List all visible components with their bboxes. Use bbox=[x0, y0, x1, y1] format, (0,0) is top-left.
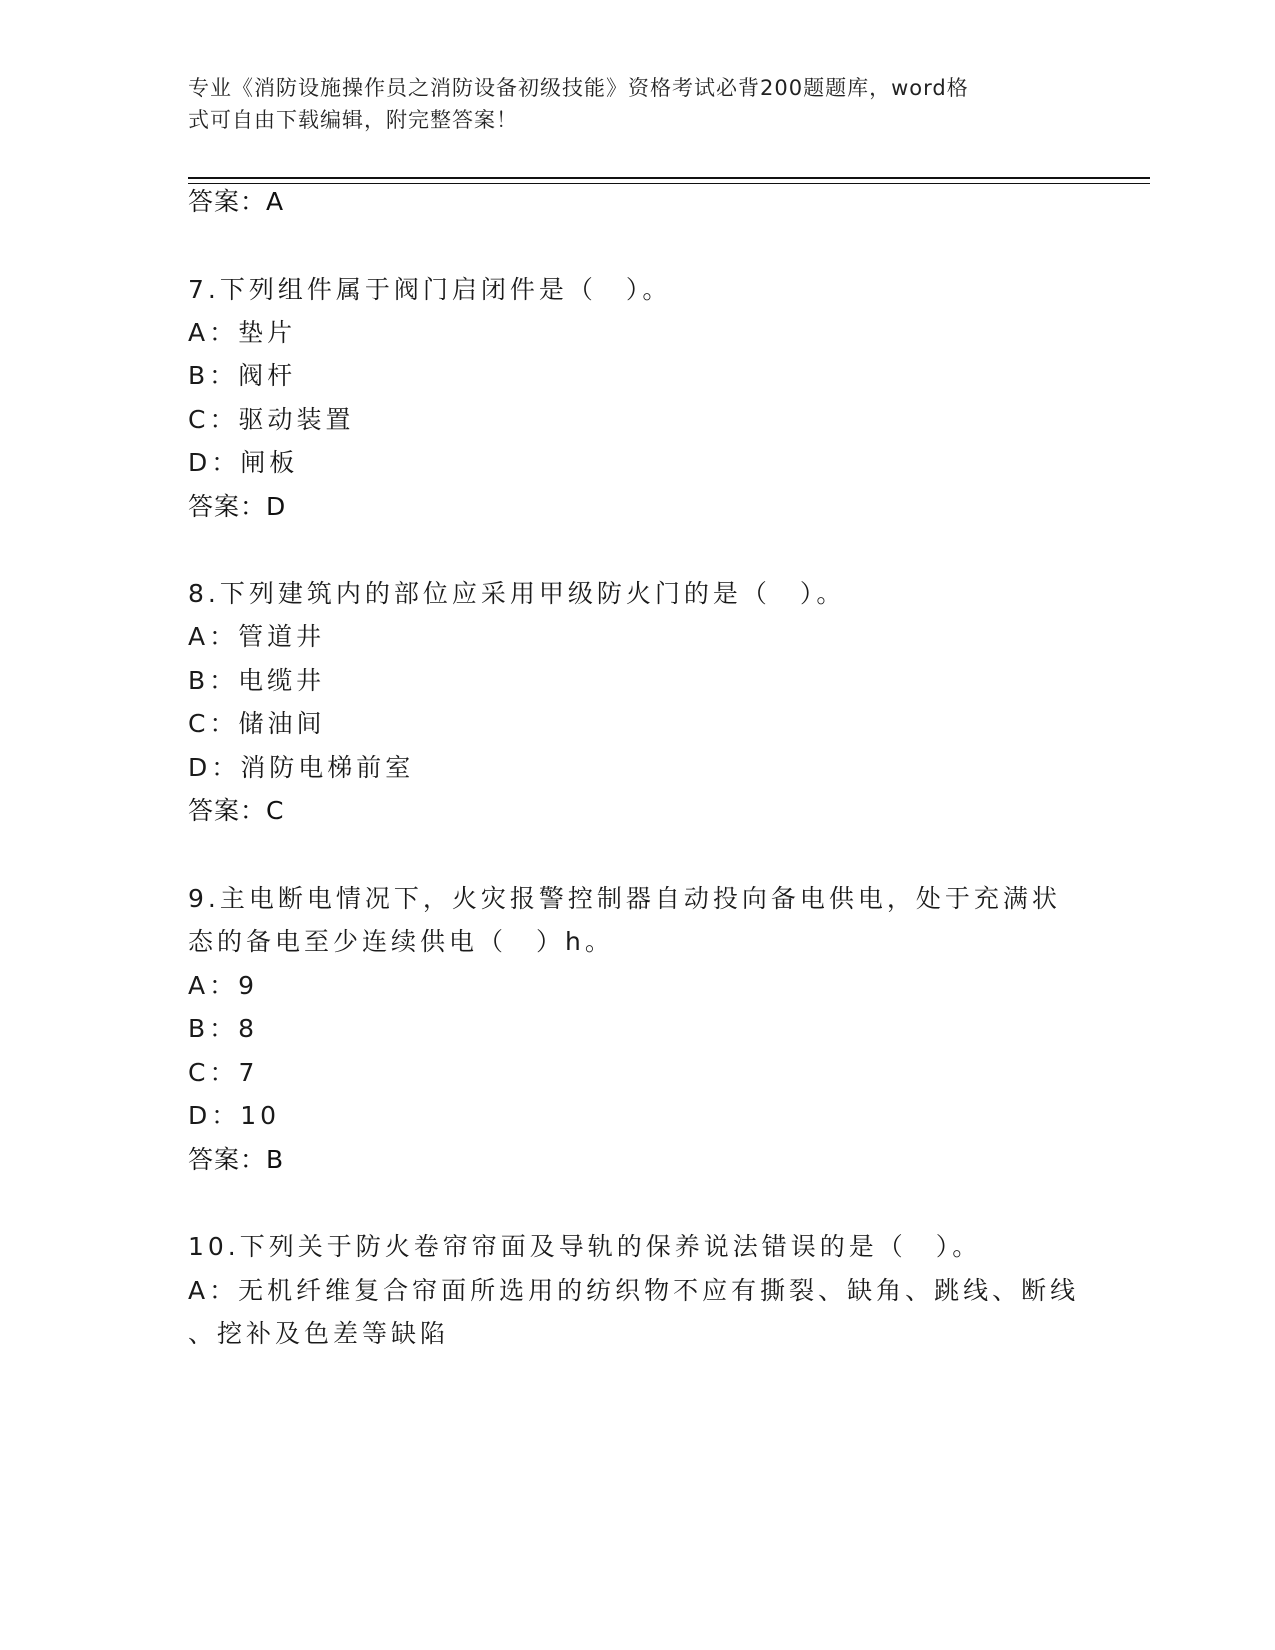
answer-q8: 答案：C bbox=[188, 796, 285, 825]
answer-q7: 答案：D bbox=[188, 492, 287, 521]
q7-option-a: A：垫片 bbox=[188, 318, 297, 347]
q10-option-a-line-2: 、挖补及色差等缺陷 bbox=[188, 1319, 450, 1348]
q7-option-b: B：阀杆 bbox=[188, 361, 297, 390]
q8-option-a: A：管道井 bbox=[188, 622, 326, 651]
question-8: 8.下列建筑内的部位应采用甲级防火门的是（ ）。 bbox=[188, 579, 846, 608]
header-divider-thick bbox=[188, 177, 1150, 179]
question-7: 7.下列组件属于阀门启闭件是（ ）。 bbox=[188, 275, 672, 304]
question-9-line-2: 态的备电至少连续供电（ ）h。 bbox=[188, 927, 614, 956]
answer-q9: 答案：B bbox=[188, 1145, 285, 1174]
q9-option-c: C：7 bbox=[188, 1058, 259, 1087]
q8-option-b: B：电缆井 bbox=[188, 666, 326, 695]
question-10: 10.下列关于防火卷帘帘面及导轨的保养说法错误的是（ ）。 bbox=[188, 1232, 982, 1261]
document-header bbox=[188, 72, 1078, 136]
q8-option-d: D：消防电梯前室 bbox=[188, 753, 415, 782]
header-divider-thin bbox=[188, 183, 1150, 184]
header-line-2: 式可自由下载编辑，附完整答案！ bbox=[188, 108, 518, 132]
question-9-line-1: 9.主电断电情况下，火灾报警控制器自动投向备电供电，处于充满状 bbox=[188, 884, 1061, 913]
q7-option-c: C：驱动装置 bbox=[188, 405, 355, 434]
answer-q6: 答案：A bbox=[188, 187, 285, 216]
q9-option-a: A：9 bbox=[188, 971, 259, 1000]
header-line-1: 专业《消防设施操作员之消防设备初级技能》资格考试必背200题题库，word格 bbox=[188, 76, 969, 100]
q7-option-d: D：闸板 bbox=[188, 448, 299, 477]
q8-option-c: C：储油间 bbox=[188, 709, 326, 738]
q9-option-d: D：10 bbox=[188, 1101, 281, 1130]
q9-option-b: B：8 bbox=[188, 1014, 259, 1043]
q10-option-a-line-1: A：无机纤维复合帘面所选用的纺织物不应有撕裂、缺角、跳线、断线 bbox=[188, 1276, 1080, 1305]
